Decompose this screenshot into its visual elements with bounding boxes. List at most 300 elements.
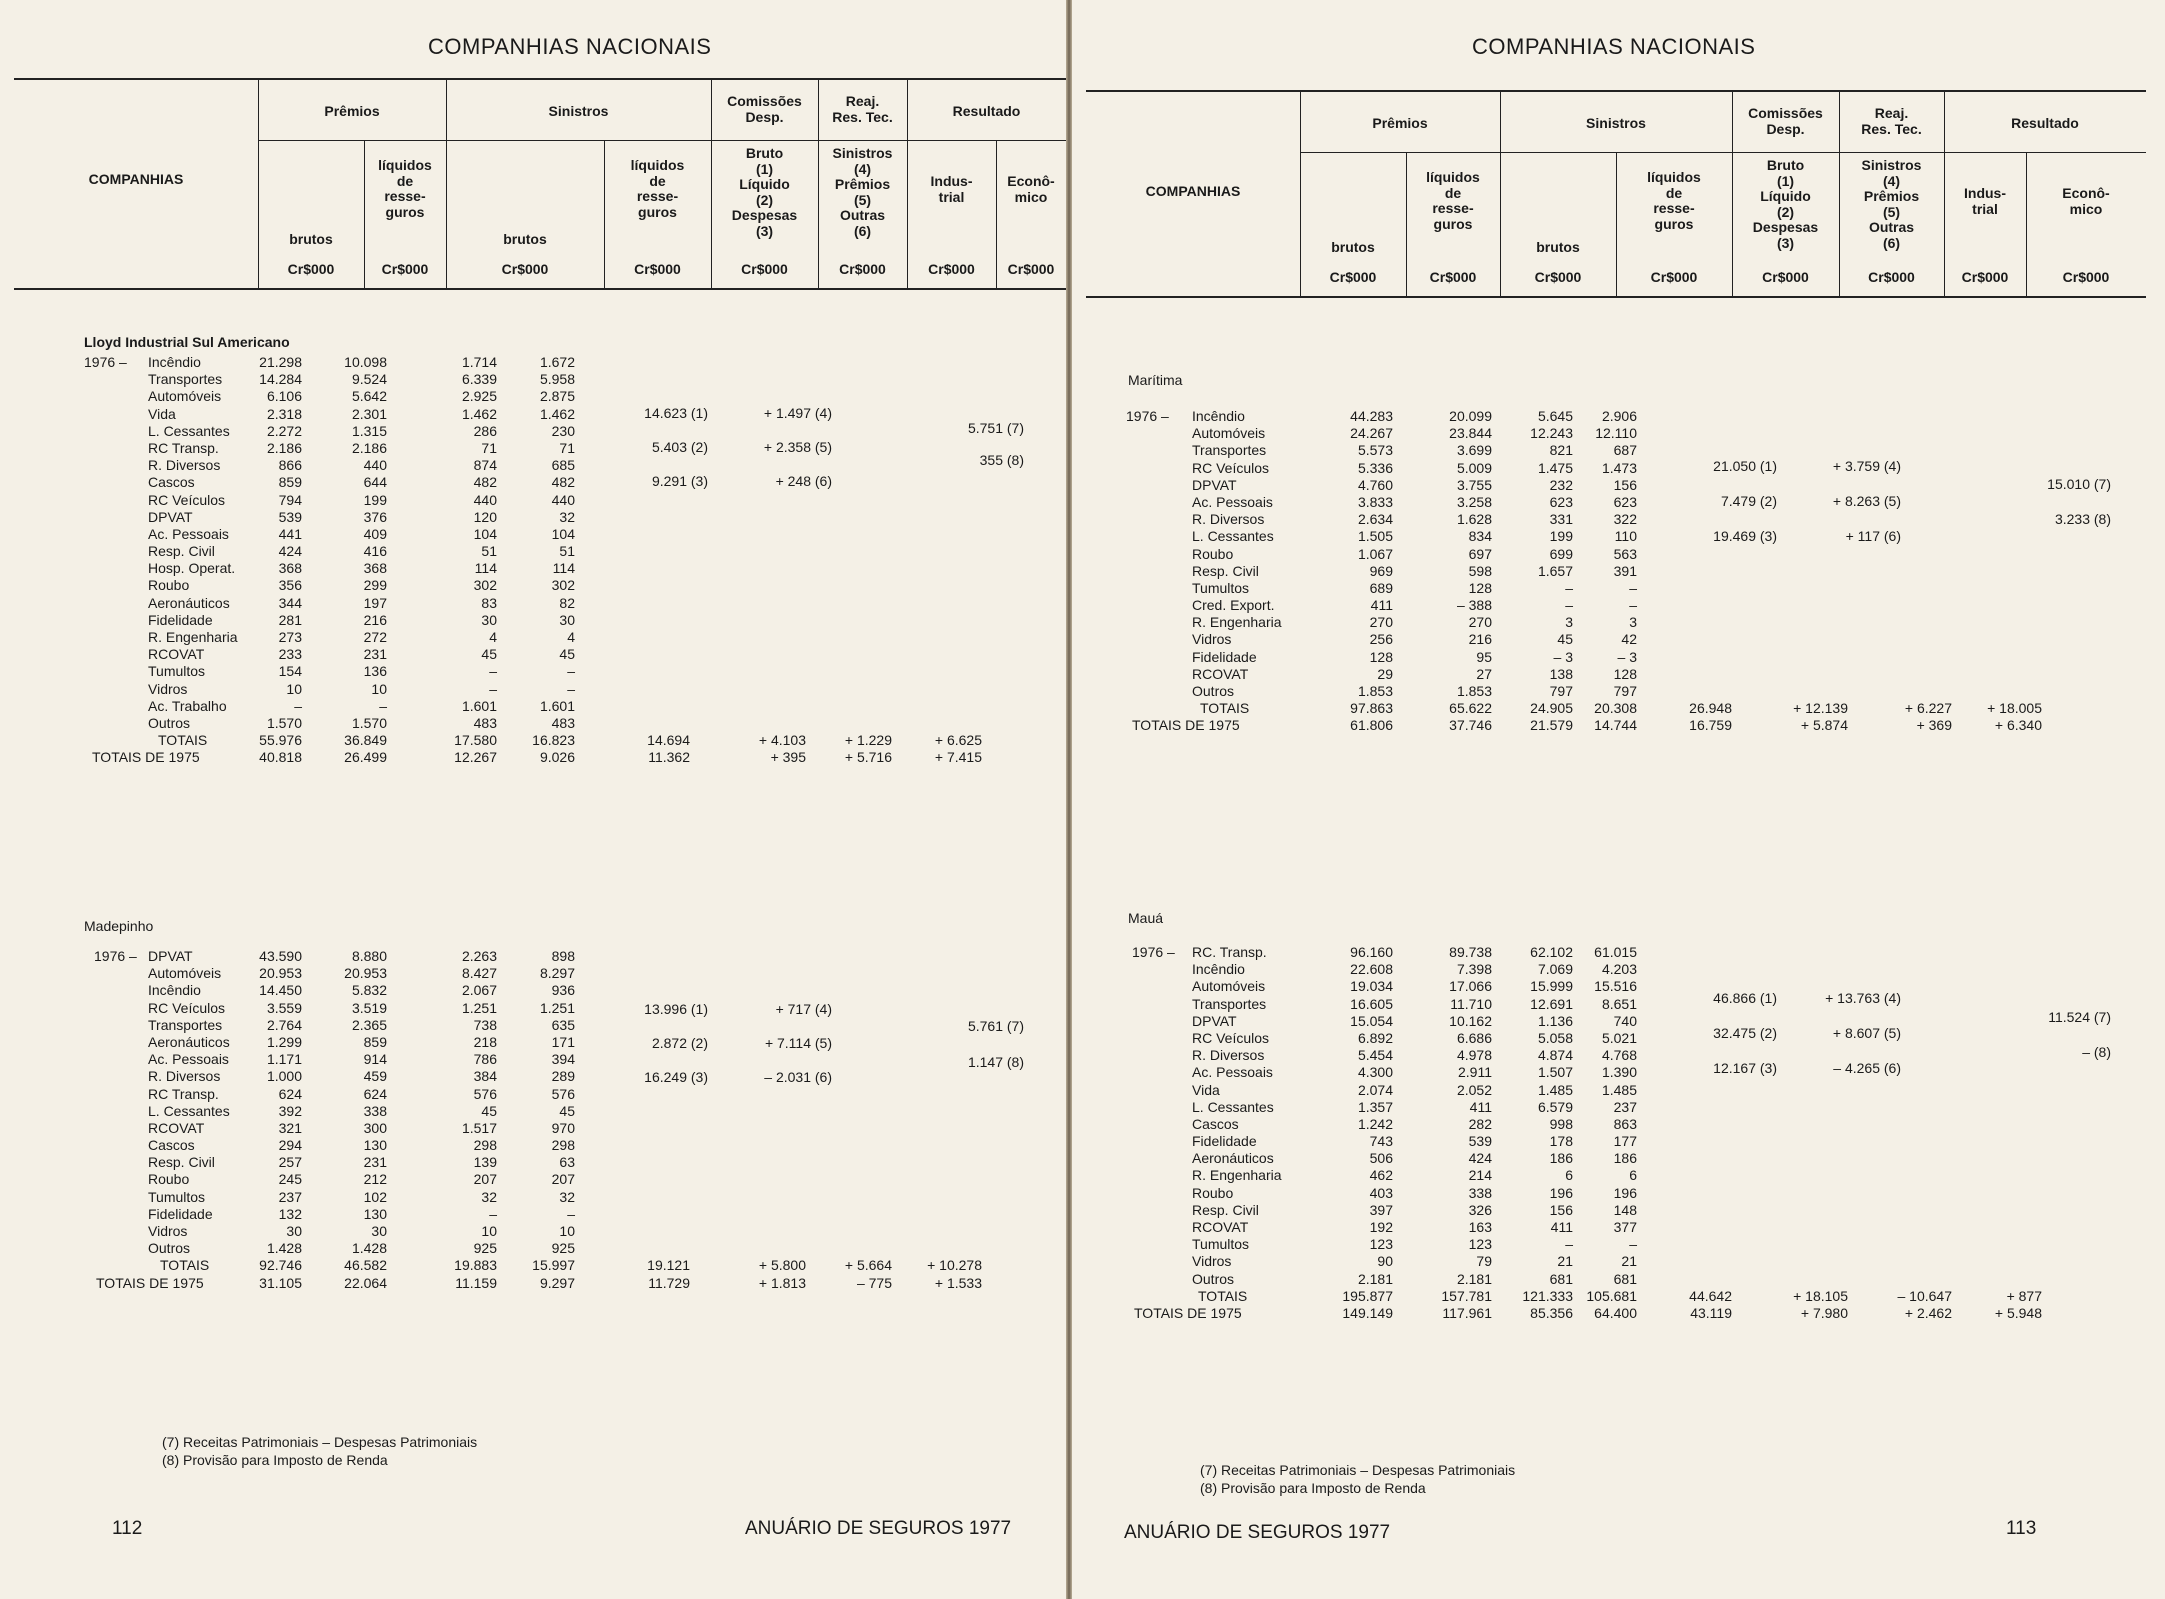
header-reaj: Reaj. Res. Tec.	[832, 93, 893, 125]
cell-value: 27	[1476, 665, 1492, 682]
table-row	[1072, 1150, 2132, 1167]
line-of-business: L. Cessantes	[1192, 1098, 1274, 1115]
cell-value: 2.301	[351, 405, 387, 422]
line-of-business: Tumultos	[1192, 1236, 1250, 1253]
cell-value: 15.054	[1350, 1012, 1393, 1029]
cell-value: –	[489, 1205, 497, 1222]
cell-value: 392	[278, 1102, 302, 1119]
table-row	[1072, 1167, 2132, 1184]
cell-value: 270	[1369, 614, 1393, 631]
line-of-business: DPVAT	[148, 508, 193, 525]
cell-value: 128	[1468, 579, 1492, 596]
cell-value: 21.298	[259, 354, 302, 370]
cell-value: 3	[1565, 614, 1573, 631]
header-sinistros-liquidos: líquidos de resse- guros	[1647, 169, 1701, 232]
line-of-business: DPVAT	[1192, 476, 1237, 493]
cell-value: 1.628	[1456, 511, 1492, 528]
cell-value: 257	[278, 1154, 302, 1171]
totals-row	[1072, 1288, 2132, 1305]
cell-value: –	[567, 663, 575, 680]
totals-value: + 2.462	[1904, 1304, 1952, 1321]
cell-value: 1.473	[1601, 459, 1637, 476]
table-row	[0, 663, 1060, 680]
totals-1975-row	[1072, 717, 2132, 734]
header-divider	[258, 140, 1066, 141]
header-unit: Cr$000	[741, 261, 788, 277]
table-row	[0, 612, 1060, 629]
cell-value: 6.106	[266, 388, 302, 405]
line-of-business: Vidros	[148, 680, 188, 697]
cell-value: 394	[551, 1051, 575, 1068]
comissoes-value: 5.403 (2)	[651, 439, 708, 455]
cell-value: 859	[363, 1033, 387, 1050]
cell-value: – 3	[1553, 648, 1573, 665]
table-row	[0, 1086, 1060, 1103]
totals-value: 105.681	[1586, 1287, 1637, 1304]
cell-value: –	[1629, 597, 1637, 614]
cell-value: 45	[559, 646, 575, 663]
cell-value: 1.507	[1537, 1064, 1573, 1081]
cell-value: 8.651	[1601, 995, 1637, 1012]
table-row	[1072, 1236, 2132, 1253]
line-of-business: Incêndio	[148, 354, 201, 370]
cell-value: 377	[1613, 1219, 1637, 1235]
cell-value: 171	[551, 1033, 575, 1050]
cell-value: 1.067	[1357, 545, 1393, 562]
comissoes-value: 46.866 (1)	[1713, 990, 1777, 1006]
totals-label: TOTAIS	[1200, 700, 1250, 717]
cell-value: –	[489, 663, 497, 680]
cell-value: 2.318	[266, 405, 302, 422]
line-of-business: Ac. Pessoais	[1192, 493, 1273, 510]
cell-value: 3.519	[351, 999, 387, 1016]
header-unit: Cr$000	[1868, 269, 1915, 285]
footnote-7: (7) Receitas Patrimoniais – Despesas Patrimoniais	[162, 1434, 478, 1450]
cell-value: 30	[559, 611, 575, 628]
footnotes	[162, 1433, 477, 1469]
line-of-business: Incêndio	[1192, 961, 1245, 978]
totals-value: + 7.980	[1800, 1304, 1848, 1321]
cell-value: 148	[1613, 1201, 1637, 1218]
header-reaj: Reaj. Res. Tec.	[1861, 105, 1922, 137]
line-of-business: Outros	[1192, 1270, 1235, 1287]
cell-value: 2.263	[461, 948, 497, 964]
totals-value: + 6.340	[1994, 717, 2042, 734]
cell-value: 576	[473, 1085, 497, 1102]
cell-value: 90	[1377, 1253, 1393, 1270]
line-of-business: RC Veículos	[148, 999, 226, 1016]
line-of-business: Resp. Civil	[148, 543, 215, 560]
totals-value: + 6.227	[1904, 700, 1952, 717]
table-row	[1072, 460, 2132, 477]
cell-value: 216	[363, 611, 387, 628]
totals-value: 21.579	[1530, 717, 1573, 734]
comissoes-value: 7.479 (2)	[1720, 493, 1777, 509]
header-unit: Cr$000	[634, 261, 681, 277]
totals-value: 40.818	[259, 749, 302, 766]
cell-value: 128	[1613, 665, 1637, 682]
cell-value: 322	[1613, 511, 1637, 528]
header-bruto-liquido: Bruto (1) Líquido (2) Despesas (3)	[1752, 157, 1819, 251]
cell-value: 178	[1549, 1133, 1573, 1150]
cell-value: 3.699	[1456, 442, 1492, 459]
totals-value: 19.121	[647, 1257, 690, 1274]
cell-value: 96.160	[1350, 944, 1393, 960]
cell-value: 1.714	[461, 354, 497, 370]
cell-value: 462	[1369, 1167, 1393, 1184]
cell-value: 459	[363, 1068, 387, 1085]
totals-value: + 5.874	[1800, 717, 1848, 734]
totals-value: + 395	[770, 749, 806, 766]
cell-value: 368	[278, 560, 302, 577]
cell-value: 863	[1613, 1115, 1637, 1132]
table-row	[1072, 666, 2132, 683]
cell-value: 821	[1549, 442, 1573, 459]
cell-value: 270	[1468, 614, 1492, 631]
cell-value: 5.832	[351, 982, 387, 999]
cell-value: 874	[473, 457, 497, 474]
line-of-business: Cascos	[148, 474, 195, 491]
line-of-business: Outros	[148, 1240, 191, 1257]
cell-value: 273	[278, 629, 302, 645]
cell-value: 1.853	[1456, 683, 1492, 699]
company-name: Madepinho	[84, 918, 154, 934]
page-number: 112	[112, 1518, 143, 1539]
cell-value: 506	[1369, 1150, 1393, 1167]
cell-value: 139	[473, 1154, 497, 1171]
cell-value: 331	[1549, 511, 1573, 528]
cell-value: 1.853	[1357, 683, 1393, 699]
line-of-business: RC Veículos	[1192, 1029, 1270, 1046]
table-row	[1072, 961, 2132, 978]
totals-value: + 18.005	[1987, 700, 2042, 717]
line-of-business: Transportes	[148, 371, 223, 388]
totals-value: 15.997	[532, 1257, 575, 1274]
table-row	[1072, 511, 2132, 528]
cell-value: 6.686	[1456, 1029, 1492, 1046]
line-of-business: R. Engenharia	[1192, 614, 1282, 631]
line-of-business: RCOVAT	[148, 646, 205, 663]
table-row	[0, 1120, 1060, 1137]
comissoes-value: 2.872 (2)	[651, 1035, 708, 1051]
footnote-8: (8) Provisão para Imposto de Renda	[1200, 1480, 1426, 1496]
table-row	[1072, 1116, 2132, 1133]
cell-value: 635	[551, 1016, 575, 1033]
cell-value: – 3	[1617, 648, 1637, 665]
table-row	[0, 1017, 1060, 1034]
header-unit: Cr$000	[839, 261, 886, 277]
cell-value: 8.297	[539, 965, 575, 982]
cell-value: 16.605	[1350, 995, 1393, 1012]
totals-1975-row	[0, 1275, 1060, 1292]
footnote-8: (8) Provisão para Imposto de Renda	[162, 1452, 388, 1468]
page-title: COMPANHIAS NACIONAIS	[1472, 34, 1756, 59]
cell-value: 6.892	[1357, 1029, 1393, 1046]
line-of-business: Roubo	[1192, 545, 1234, 562]
cell-value: 416	[363, 543, 387, 560]
cell-value: 697	[1468, 545, 1492, 562]
cell-value: 2.634	[1357, 511, 1393, 528]
cell-value: 1.390	[1601, 1064, 1637, 1081]
totals-value: 11.159	[455, 1274, 497, 1291]
line-of-business: R. Engenharia	[148, 629, 238, 645]
economico-note: 3.233 (8)	[2054, 511, 2111, 527]
cell-value: 1.428	[351, 1240, 387, 1257]
cell-value: 132	[278, 1205, 302, 1222]
table-row	[1072, 477, 2132, 494]
cell-value: –	[1565, 1236, 1573, 1253]
cell-value: 624	[278, 1085, 302, 1102]
company-name: Mauá	[1128, 910, 1164, 926]
reaj-value: + 13.763 (4)	[1825, 990, 1901, 1006]
cell-value: 302	[551, 577, 575, 594]
header-unit: Cr$000	[1429, 269, 1477, 285]
comissoes-value: 14.623 (1)	[644, 405, 708, 421]
economico-note: – (8)	[2082, 1044, 2111, 1060]
reaj-value: + 8.263 (5)	[1832, 493, 1901, 509]
totals-value: + 10.278	[927, 1257, 982, 1274]
table-row	[0, 371, 1060, 388]
header-sinistros-brutos: brutos	[503, 231, 547, 247]
line-of-business: Transportes	[148, 1016, 223, 1033]
line-of-business: Ac. Pessoais	[148, 525, 229, 542]
cell-value: 4.874	[1537, 1047, 1573, 1064]
data-rows	[1072, 408, 2132, 735]
line-of-business: Fidelidade	[148, 1205, 213, 1222]
header-premios: Prêmios	[324, 103, 380, 119]
table-row	[1072, 442, 2132, 459]
header-unit: Cr$000	[1762, 269, 1809, 285]
cell-value: 51	[481, 543, 497, 560]
table-row	[0, 543, 1060, 560]
totals-value: 20.308	[1594, 700, 1637, 717]
cell-value: 6	[1565, 1167, 1573, 1184]
totals-value: + 4.103	[758, 732, 806, 749]
cell-value: 1.485	[1537, 1081, 1573, 1098]
header-economico: Econô- mico	[2062, 185, 2110, 217]
table-row	[0, 423, 1060, 440]
cell-value: 4.768	[1601, 1047, 1637, 1064]
line-of-business: Cascos	[148, 1137, 195, 1154]
cell-value: 272	[363, 629, 387, 645]
cell-value: 61.015	[1594, 944, 1637, 960]
table-header	[1086, 90, 2146, 298]
cell-value: 576	[551, 1085, 575, 1102]
cell-value: 689	[1369, 579, 1393, 596]
line-of-business: Vidros	[1192, 631, 1232, 648]
totals-value: 9.026	[539, 749, 575, 766]
cell-value: –	[379, 697, 387, 714]
totals-value: 46.582	[344, 1257, 387, 1274]
cell-value: 411	[1550, 1219, 1573, 1235]
totals-value: 14.694	[647, 732, 690, 749]
cell-value: 998	[1549, 1115, 1573, 1132]
table-row	[0, 1068, 1060, 1085]
cell-value: 45	[559, 1102, 575, 1119]
totals-value: 195.877	[1342, 1287, 1393, 1304]
cell-value: 898	[551, 948, 575, 964]
line-of-business: DPVAT	[1192, 1012, 1237, 1029]
cell-value: 289	[551, 1068, 575, 1085]
cell-value: 338	[363, 1102, 387, 1119]
totals-value: 97.863	[1350, 700, 1393, 717]
cell-value: 5.058	[1537, 1029, 1573, 1046]
table-row	[1072, 631, 2132, 648]
cell-value: 411	[1469, 1098, 1492, 1115]
cell-value: 3.258	[1456, 493, 1492, 510]
cell-value: 925	[551, 1240, 575, 1257]
table-row	[0, 1189, 1060, 1206]
table-row	[1072, 1013, 2132, 1030]
cell-value: 45	[1557, 631, 1573, 648]
totals-value: 14.744	[1594, 717, 1637, 734]
line-of-business: Aeronáuticos	[1192, 1150, 1274, 1167]
table-row	[1072, 978, 2132, 995]
line-of-business: Hosp. Operat.	[148, 560, 236, 577]
header-unit: Cr$000	[381, 261, 429, 277]
cell-value: 344	[278, 594, 302, 611]
cell-value: 1.517	[461, 1119, 497, 1136]
totals-value: 43.119	[1690, 1304, 1732, 1321]
reaj-value: + 248 (6)	[775, 473, 832, 489]
table-row	[0, 406, 1060, 423]
cell-value: 3.755	[1456, 476, 1492, 493]
cell-value: 136	[363, 663, 387, 680]
comissoes-value: 9.291 (3)	[651, 473, 708, 489]
totals-value: 37.746	[1449, 717, 1492, 734]
line-of-business: Resp. Civil	[1192, 562, 1259, 579]
header-bruto-liquido: Bruto (1) Líquido (2) Despesas (3)	[731, 145, 798, 239]
cell-value: 196	[1613, 1184, 1637, 1201]
line-of-business: RC Veículos	[1192, 459, 1270, 476]
year-label: 1976 –	[84, 354, 127, 370]
cell-value: 42	[1621, 631, 1637, 648]
economico-note: 11.524 (7)	[2048, 1009, 2111, 1025]
cell-value: 1.357	[1357, 1098, 1393, 1115]
table-row	[1072, 1064, 2132, 1081]
cell-value: 687	[1613, 442, 1637, 459]
cell-value: –	[567, 680, 575, 697]
cell-value: 11.710	[1450, 995, 1492, 1012]
cell-value: 743	[1369, 1133, 1393, 1150]
cell-value: –	[1629, 579, 1637, 596]
cell-value: 71	[559, 439, 575, 456]
cell-value: 1.462	[539, 405, 575, 422]
line-of-business: Outros	[148, 714, 191, 731]
totals-value: 61.806	[1350, 717, 1393, 734]
table-row	[0, 646, 1060, 663]
table-header	[14, 78, 1066, 290]
cell-value: 1.462	[461, 405, 497, 422]
page-number: 113	[2006, 1518, 2037, 1539]
cell-value: 71	[481, 439, 497, 456]
line-of-business: Automóveis	[1192, 978, 1266, 995]
cell-value: 368	[363, 560, 387, 577]
cell-value: 6.579	[1537, 1098, 1573, 1115]
economico-note: 1.147 (8)	[967, 1054, 1024, 1070]
cell-value: 1.251	[461, 999, 497, 1016]
cell-value: 5.021	[1601, 1029, 1637, 1046]
cell-value: 4.300	[1357, 1064, 1393, 1081]
header-premios-brutos: brutos	[289, 231, 333, 247]
cell-value: 3.559	[266, 999, 302, 1016]
header-unit: Cr$000	[1007, 261, 1055, 277]
cell-value: 539	[278, 508, 302, 525]
line-of-business: Roubo	[1192, 1184, 1234, 1201]
cell-value: 12.110	[1595, 425, 1637, 442]
line-of-business: Incêndio	[1192, 408, 1245, 424]
header-sinistros-premios: Sinistros (4) Prêmios (5) Outras (6)	[832, 145, 893, 239]
cell-value: 7.069	[1537, 961, 1573, 978]
cell-value: 644	[363, 474, 387, 491]
cell-value: –	[567, 1205, 575, 1222]
line-of-business: Vida	[1192, 1081, 1220, 1098]
cell-value: 1.136	[1537, 1012, 1573, 1029]
cell-value: 440	[363, 457, 387, 474]
cell-value: 391	[1613, 562, 1637, 579]
line-of-business: R. Diversos	[148, 1068, 221, 1085]
cell-value: 32	[559, 508, 575, 525]
header-sinistros-brutos: brutos	[1536, 239, 1580, 255]
cell-value: 699	[1549, 545, 1573, 562]
totals-row	[0, 732, 1060, 749]
totals-value: 121.333	[1522, 1287, 1573, 1304]
cell-value: 5.336	[1357, 459, 1393, 476]
table-row	[0, 1223, 1060, 1240]
header-sinistros: Sinistros	[548, 103, 609, 119]
cell-value: 4.760	[1357, 476, 1393, 493]
economico-note: 355 (8)	[979, 452, 1024, 468]
cell-value: 2.181	[1456, 1270, 1492, 1287]
totals-value: + 18.105	[1793, 1287, 1848, 1304]
cell-value: 231	[363, 1154, 387, 1171]
reaj-value: + 117 (6)	[1845, 528, 1901, 544]
cell-value: 286	[473, 422, 497, 439]
cell-value: 9.524	[351, 371, 387, 388]
cell-value: 326	[1468, 1201, 1492, 1218]
cell-value: 300	[363, 1119, 387, 1136]
totals-value: – 775	[856, 1274, 892, 1291]
cell-value: 20.099	[1449, 408, 1492, 424]
cell-value: 5.573	[1357, 442, 1393, 459]
cell-value: 1.315	[351, 422, 387, 439]
cell-value: 1.299	[266, 1033, 302, 1050]
table-row	[0, 440, 1060, 457]
cell-value: 89.738	[1449, 944, 1492, 960]
totals-value: 12.267	[454, 749, 497, 766]
header-comissoes: Comissões Desp.	[727, 93, 802, 125]
cell-value: 233	[278, 646, 302, 663]
cell-value: 32	[559, 1188, 575, 1205]
cell-value: 2.052	[1456, 1081, 1492, 1098]
comissoes-value: 32.475 (2)	[1713, 1025, 1777, 1041]
header-sinistros-liquidos: líquidos de resse- guros	[630, 157, 685, 220]
cell-value: 30	[371, 1223, 387, 1239]
header-economico: Econô- mico	[1007, 173, 1055, 205]
table-row	[0, 560, 1060, 577]
cell-value: 192	[1369, 1219, 1393, 1235]
cell-value: 20.953	[344, 965, 387, 982]
data-rows	[0, 354, 1060, 767]
line-of-business: Ac. Pessoais	[1192, 1064, 1273, 1081]
cell-value: 20.953	[259, 965, 302, 982]
cell-value: 14.450	[259, 982, 302, 999]
totals-value: 85.356	[1530, 1304, 1573, 1321]
cell-value: 1.242	[1357, 1115, 1393, 1132]
table-row	[1072, 944, 2132, 961]
cell-value: 196	[1549, 1184, 1573, 1201]
cell-value: 2.925	[461, 388, 497, 405]
